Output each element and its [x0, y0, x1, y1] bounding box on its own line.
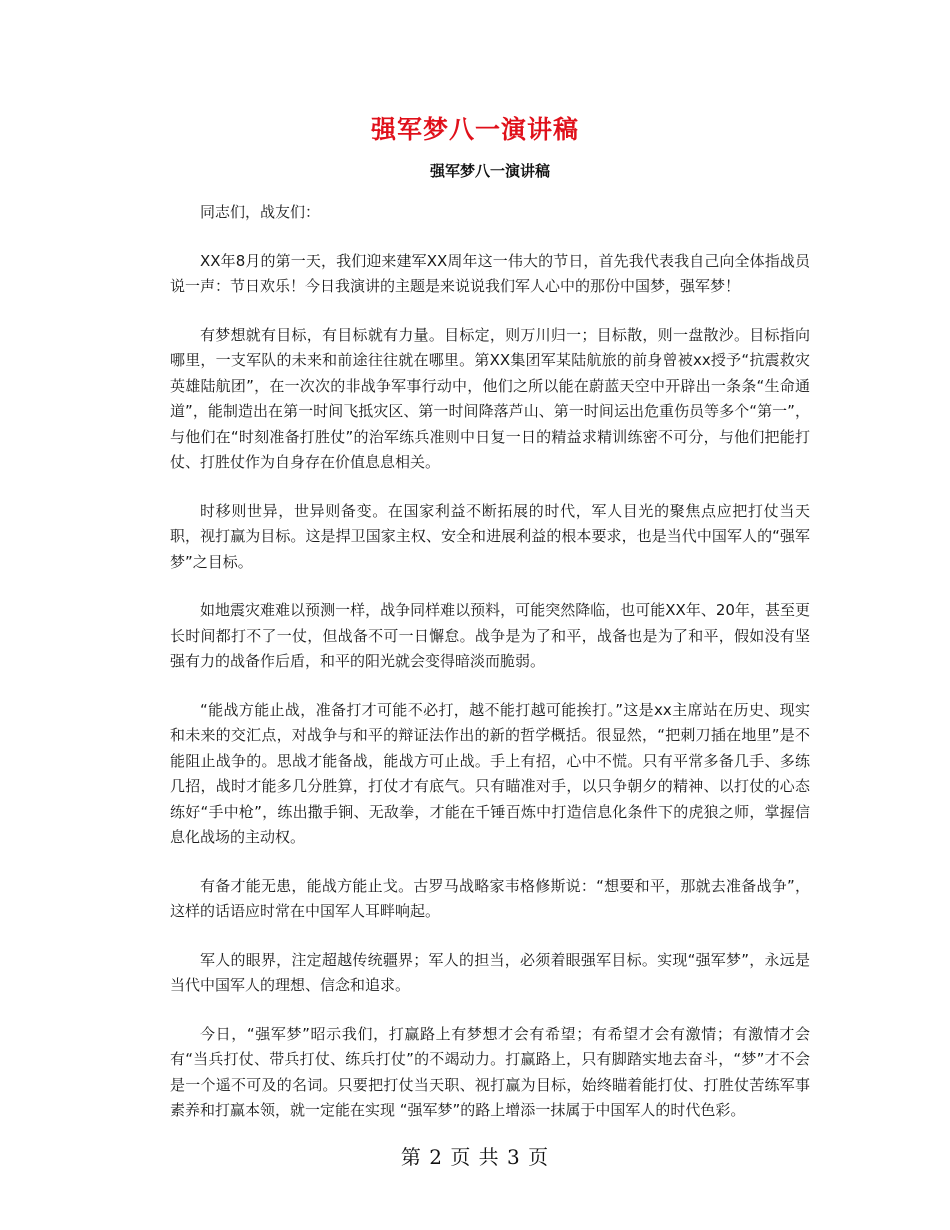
paragraph: 时移则世异，世异则备变。在国家利益不断拓展的时代，军人目光的聚焦点应把打仗当天职，视打赢为目标。这是捍卫国家主权、安全和进展利益的根本要求，也是当代中国军人的“强军梦”之目标。 [170, 501, 810, 571]
paragraph: “能战方能止战，准备打才可能不必打，越不能打越可能挨打。”这是xx主席站在历史、现实和未来的交汇点，对战争与和平的辩证法作出的新的哲学概括。很显然，“把刺刀插在地里”是不能阻止战争的。思战才能备战，能战方可止战。手上有招，心中不慌。只有平常多备几手、多练几招，战时才能多几分胜算，打仗才有底气。只有瞄准对手，以只争朝夕的精神、以打仗的心态练好“手中枪”，练出撒手锏、无敌拳，才能在千锤百炼中打造信息化条件下的虎狼之师，掌握信息化战场的主动权。 [170, 700, 810, 846]
paragraph: XX年8月的第一天，我们迎来建军XX周年这一伟大的节日，首先我代表我自己向全体指战员说一声：节日欢乐！今日我演讲的主题是来说说我们军人心中的那份中国梦，强军梦！ [170, 251, 810, 295]
paragraph: 有备才能无患，能战方能止戈。古罗马战略家韦格修斯说：“想要和平，那就去准备战争”，这样的话语应时常在中国军人耳畔响起。 [170, 876, 810, 920]
document-title: 强军梦八一演讲稿 [370, 115, 579, 144]
paragraph: 今日，“强军梦”昭示我们，打赢路上有梦想才会有希望；有希望才会有激情；有激情才会有“当兵打仗、带兵打仗、练兵打仗”的不竭动力。打赢路上，只有脚踏实地去奋斗，“梦”才不会是一个遥不可及的名词。只要把打仗当天职、视打赢为目标，始终瞄着能打仗、打胜仗苦练军事素养和打赢本领，就一定能在实现 “强军梦”的路上增添一抹属于中国军人的时代色彩。 [170, 1024, 810, 1119]
paragraph: 军人的眼界，注定超越传统疆界；军人的担当，必须着眼强军目标。实现“强军梦”，永远是当代中国军人的理想、信念和追求。 [170, 950, 810, 994]
paragraph: 有梦想就有目标，有目标就有力量。目标定，则万川归一；目标散，则一盘散沙。目标指向哪里，一支军队的未来和前途往往就在哪里。第XX集团军某陆航旅的前身曾被xx授予“抗震救灾英雄陆航团”，在一次次的非战争军事行动中，他们之所以能在蔚蓝天空中开辟出一条条“生命通道”，能制造出在第一时间飞抵灾区、第一时间降落芦山、第一时间运出危重伤员等多个“第一”，与他们在“时刻准备打胜仗”的治军练兵准则中日复一日的精益求精训练密不可分，与他们把能打仗、打胜仗作为自身存在价值息息相关。 [170, 325, 810, 471]
paragraph: 如地震灾难难以预测一样，战争同样难以预料，可能突然降临，也可能XX年、20年，甚至更长时间都打不了一仗，但战备不可一日懈怠。战争是为了和平，战备也是为了和平，假如没有坚强有力的战备作后盾，和平的阳光就会变得暗淡而脆弱。 [170, 601, 810, 670]
document-body [170, 200, 810, 1147]
paragraph-greeting: 同志们，战友们： [200, 203, 321, 221]
document-subtitle: 强军梦八一演讲稿 [429, 162, 550, 180]
page-number-footer: 第 2 页 共 3 页 [400, 1145, 550, 1169]
